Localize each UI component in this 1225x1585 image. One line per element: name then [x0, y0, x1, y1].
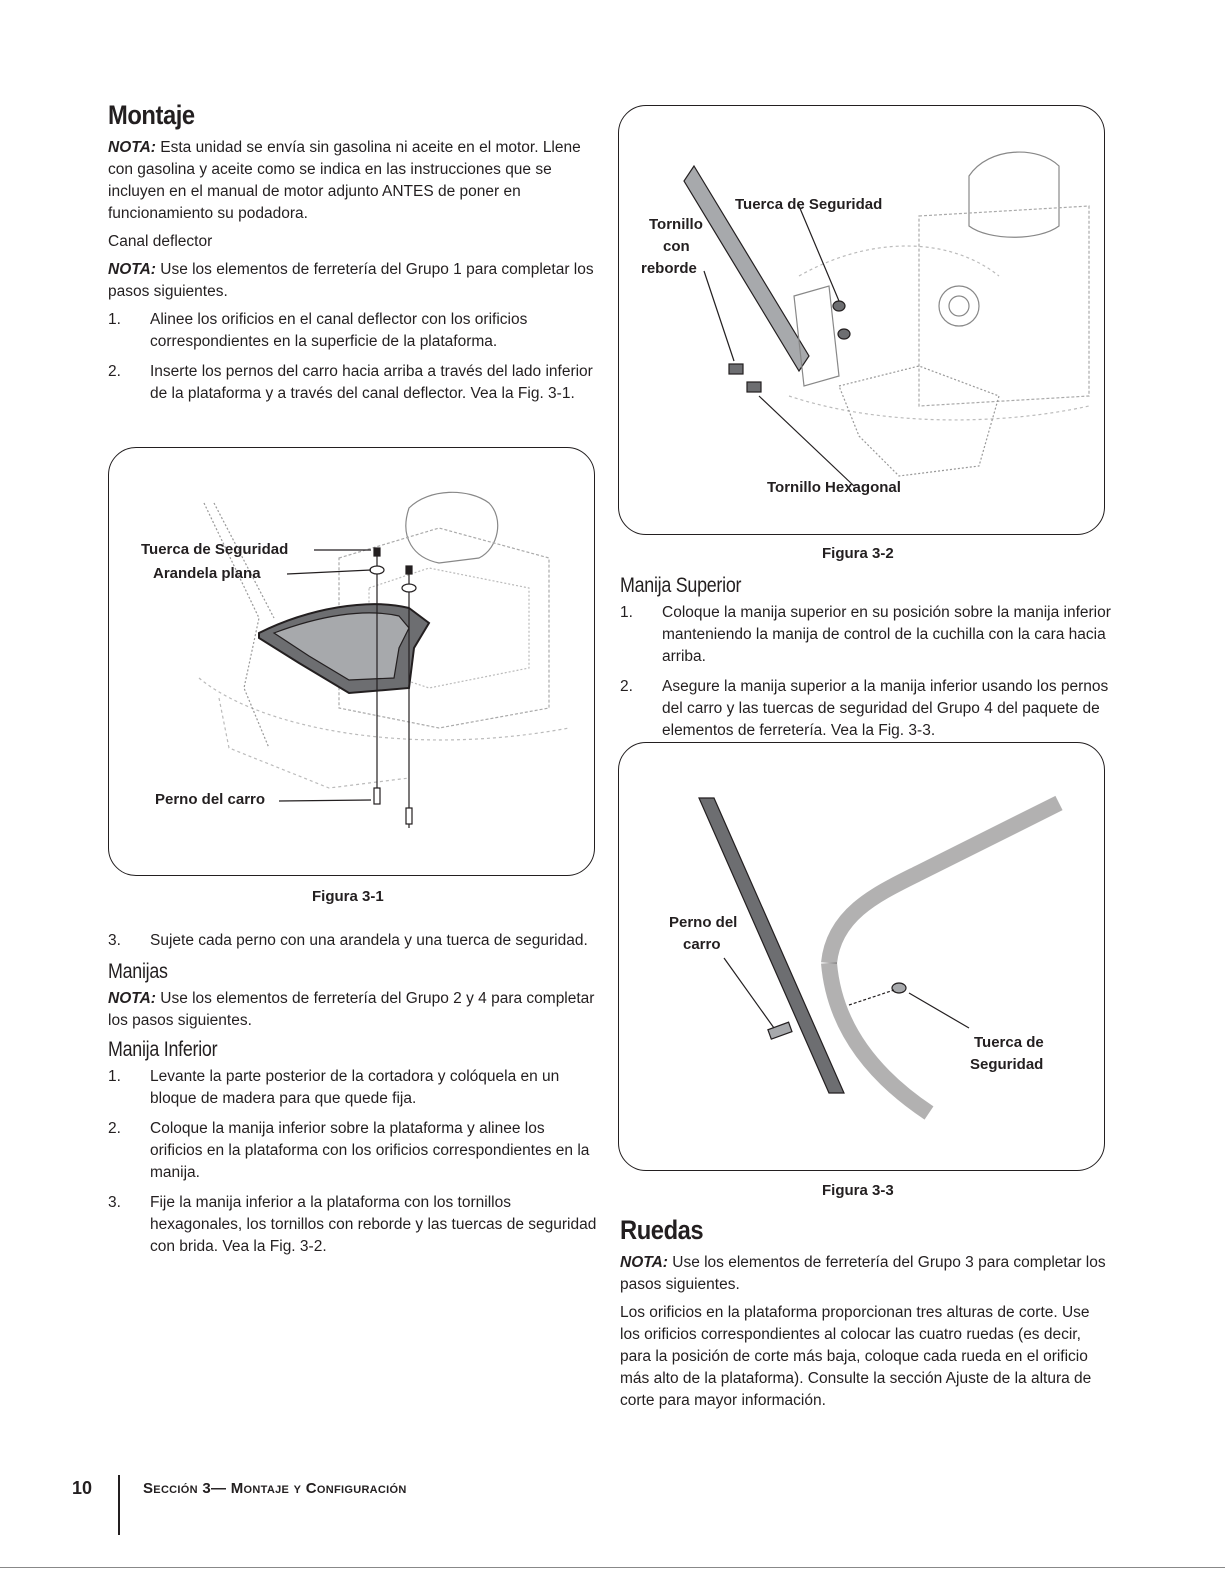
fig2-label-tuerca: Tuerca de Seguridad [735, 196, 883, 213]
figure-3-1 [108, 447, 595, 876]
step-text: Asegure la manija superior a la manija inferior usando los pernos del carro y las tuercas de seguridad del Grupo 4 del paquete de elementos de ferretería. Vea la Fig. 3-3. [662, 678, 1109, 739]
heading-montaje: Montaje [108, 100, 195, 130]
ruedas-body: Los orificios en la plataforma proporcionan tres alturas de corte. Use los orificios correspondientes al colocar las cuatro ruedas (es decir, para la posición de corte más baja, coloque cada rueda en el orificio más alto de la plataforma). Consulte la sección Ajuste de la altura de corte para mayor información. [620, 1304, 1092, 1409]
footer-section-title: Sección 3— Montaje y Configuración [143, 1480, 407, 1497]
step-number: 2. [620, 678, 633, 695]
superior-steps [620, 602, 1120, 742]
manijas-nota [108, 988, 598, 1032]
list-item [108, 361, 598, 405]
fig3-label-tuerca-l2: Seguridad [970, 1056, 1044, 1073]
fig3-label-perno-l1: Perno del [669, 914, 738, 931]
fig2-label-hex: Tornillo Hexagonal [767, 479, 901, 496]
page-number: 10 [72, 1478, 93, 1498]
list-item [108, 930, 598, 952]
fig2-label-tornillo-l3: reborde [641, 260, 697, 277]
montaje-step3 [108, 930, 598, 952]
step-number: 1. [620, 604, 633, 621]
figure-3-2 [618, 105, 1105, 535]
nota2-label: NOTA: [108, 261, 156, 278]
nota-text: Use los elementos de ferretería del Grupo 3 para completar los pasos siguientes. [620, 1254, 1106, 1293]
step-number: 3. [108, 1194, 121, 1211]
step-number: 1. [108, 311, 121, 328]
nota-paragraph [108, 137, 598, 225]
figure-3-1-illustration [109, 448, 594, 875]
step-text: Alinee los orificios en el canal deflector con los orificios correspondientes en la superficie de la plataforma. [150, 311, 528, 350]
step-text: Fije la manija inferior a la plataforma con los tornillos hexagonales, los tornillos con reborde y las tuercas de seguridad con brida. Vea la Fig. 3-2. [150, 1194, 597, 1255]
figure-3-2-illustration [619, 106, 1104, 534]
step-number: 2. [108, 1120, 121, 1137]
left-column [108, 100, 598, 413]
step-text: Sujete cada perno con una arandela y una tuerca de seguridad. [150, 932, 588, 949]
figure-3-2-caption: Figura 3-2 [822, 545, 894, 562]
figure-3-1-caption: Figura 3-1 [312, 888, 384, 905]
fig1-label-perno: Perno del carro [155, 791, 266, 808]
nota-text: Esta unidad se envía sin gasolina ni aceite en el motor. Llene con gasolina y aceite como se indica en las instrucciones que se incluyen en el manual de motor adjunto ANTES de poner en funcionamiento su podadora. [108, 139, 581, 222]
left-column-lower [108, 930, 598, 1266]
canal-deflector-label: Canal deflector [108, 233, 213, 250]
right-column-lower [620, 1215, 1110, 1418]
step-text: Coloque la manija inferior sobre la plataforma y alinee los orificios en la plataforma con los orificios correspondientes en la manija. [150, 1120, 590, 1181]
nota-text: Use los elementos de ferretería del Grupo 2 y 4 para completar los pasos siguientes. [108, 990, 595, 1029]
fig3-label-perno-l2: carro [683, 936, 721, 953]
figure-3-3-caption: Figura 3-3 [822, 1182, 894, 1199]
heading-manija-superior: Manija Superior [620, 574, 742, 597]
heading-manijas: Manijas [108, 960, 168, 983]
fig2-label-tornillo-l2: con [663, 238, 690, 255]
footer-divider [118, 1475, 120, 1535]
nota-label: NOTA: [108, 990, 156, 1007]
nota2-paragraph [108, 259, 598, 303]
right-column-mid [620, 568, 1120, 750]
figure-3-3 [618, 742, 1105, 1171]
fig3-label-tuerca-l1: Tuerca de [974, 1034, 1044, 1051]
inferior-steps [108, 1066, 598, 1258]
fig1-label-tuerca: Tuerca de Seguridad [141, 541, 289, 558]
figure-3-3-illustration [619, 743, 1104, 1170]
list-item [108, 1066, 598, 1110]
step-number: 1. [108, 1068, 121, 1085]
step-text: Coloque la manija superior en su posición sobre la manija inferior manteniendo la manija de control de la cuchilla con la cara hacia arriba. [662, 604, 1111, 665]
list-item [620, 602, 1120, 668]
fig2-label-tornillo-l1: Tornillo [649, 216, 703, 233]
step-number: 3. [108, 932, 121, 949]
ruedas-nota [620, 1252, 1110, 1296]
bottom-rule [0, 1567, 1225, 1568]
list-item [620, 676, 1120, 742]
nota-label: NOTA: [620, 1254, 668, 1271]
step-text: Inserte los pernos del carro hacia arriba a través del lado inferior de la plataforma y a través del canal deflector. Vea la Fig. 3-1. [150, 363, 593, 402]
step-number: 2. [108, 363, 121, 380]
list-item [108, 309, 598, 353]
list-item [108, 1118, 598, 1184]
nota2-text: Use los elementos de ferretería del Grupo 1 para completar los pasos siguientes. [108, 261, 594, 300]
heading-ruedas: Ruedas [620, 1215, 704, 1245]
heading-manija-inferior: Manija Inferior [108, 1038, 218, 1061]
nota-label: NOTA: [108, 139, 156, 156]
fig1-label-arandela: Arandela plana [153, 565, 261, 582]
step-text: Levante la parte posterior de la cortadora y colóquela en un bloque de madera para que quede fija. [150, 1068, 560, 1107]
list-item [108, 1192, 598, 1258]
montaje-steps [108, 309, 598, 405]
